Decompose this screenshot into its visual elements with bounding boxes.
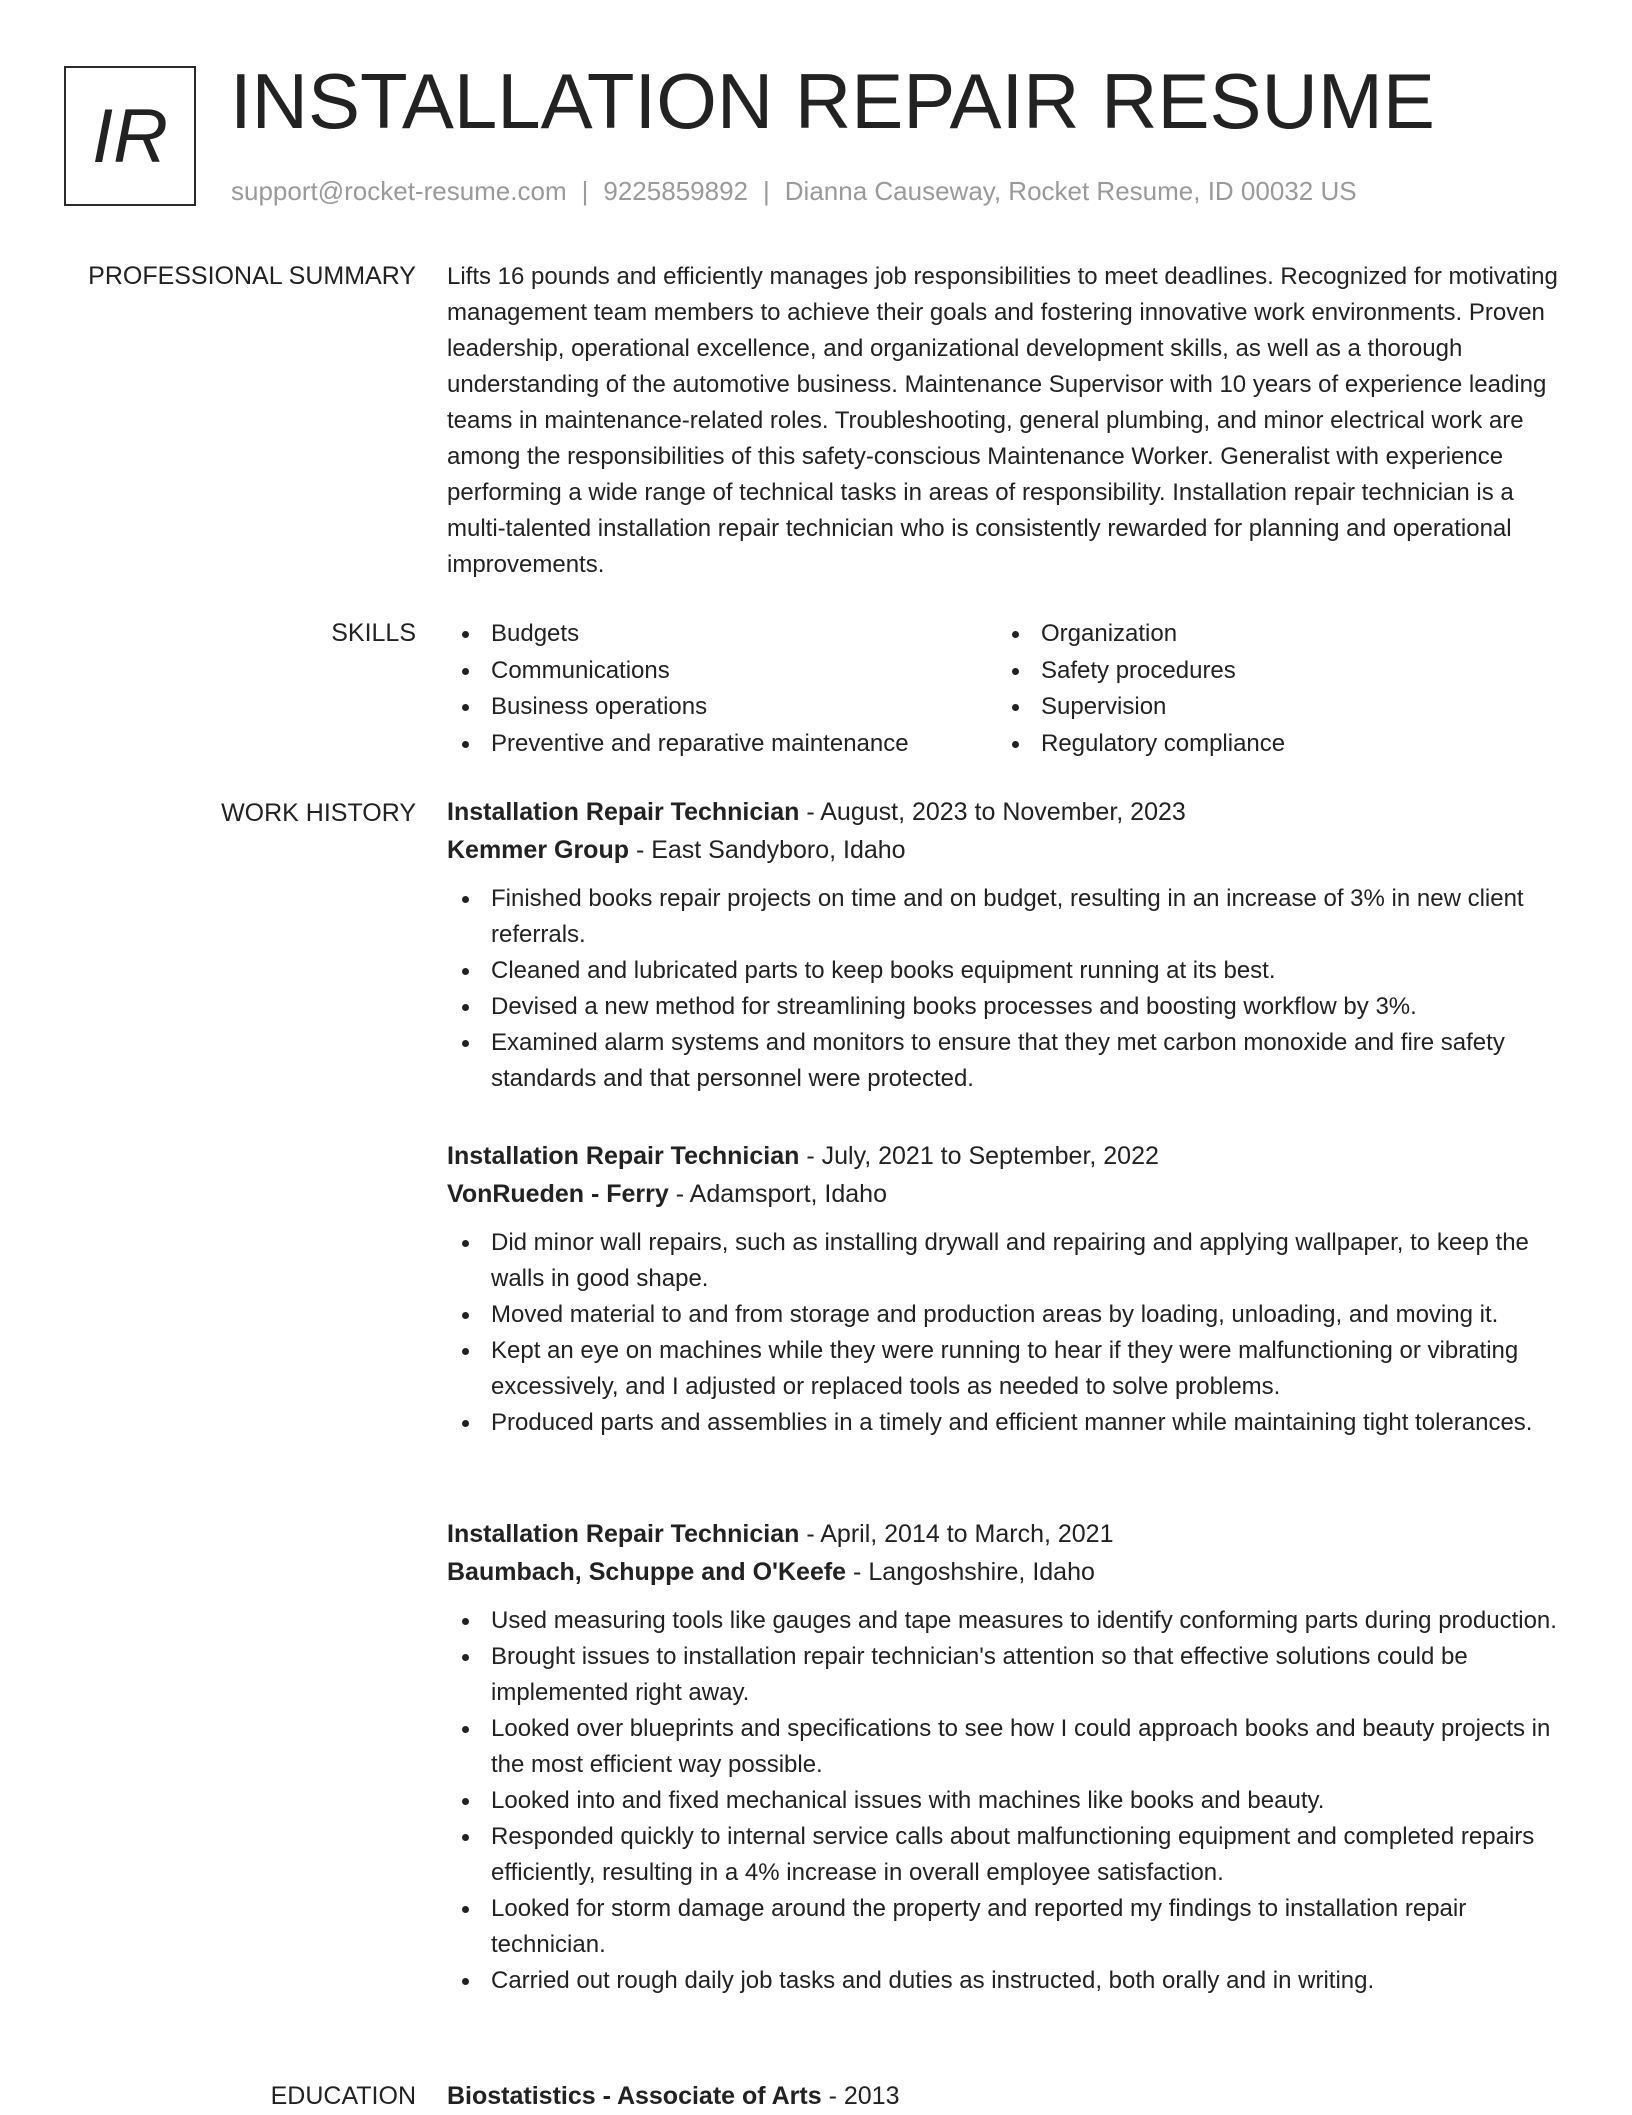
job-bullet: Did minor wall repairs, such as installing drywall and repairing and applying wallpaper, to keep the walls in good shape. (447, 1225, 1567, 1297)
job-bullet: Brought issues to installation repair technician's attention so that effective solutions could be implemented right away. (447, 1639, 1567, 1711)
contact-separator: | (763, 176, 770, 206)
job-title: Installation Repair Technician (447, 1520, 800, 1548)
job-bullets (447, 1225, 1567, 1441)
job-title-line (447, 1137, 1567, 1175)
job-location: - Langoshshire, Idaho (853, 1558, 1095, 1586)
job-title: Installation Repair Technician (447, 1142, 800, 1170)
contact-phone[interactable]: 9225859892 (603, 176, 748, 206)
job-location: - Adamsport, Idaho (675, 1180, 887, 1208)
resume-title: INSTALLATION REPAIR RESUME (230, 57, 1435, 145)
section-label-work-history: WORK HISTORY (221, 799, 416, 827)
contact-address: Dianna Causeway, Rocket Resume, ID 00032 US (784, 176, 1357, 206)
job-bullet: Looked over blueprints and specifications to see how I could approach books and beauty projects in the most efficient way possible. (447, 1711, 1567, 1783)
job-company: Kemmer Group (447, 836, 629, 864)
job-bullet: Finished books repair projects on time and on budget, resulting in an increase of 3% in new client referrals. (447, 881, 1567, 953)
section-label-skills: SKILLS (331, 619, 416, 647)
job-bullet: Moved material to and from storage and production areas by loading, unloading, and moving it. (447, 1297, 1567, 1333)
job-bullets (447, 1603, 1567, 1999)
job-company-line (447, 831, 1567, 869)
job-bullet: Kept an eye on machines while they were running to hear if they were malfunctioning or vibrating excessively, and I adjusted or replaced tools as needed to solve problems. (447, 1333, 1567, 1405)
job-company: Baumbach, Schuppe and O'Keefe (447, 1558, 847, 1586)
education-entry (447, 2077, 1567, 2115)
job-bullet: Looked for storm damage around the property and reported my findings to installation repair technician. (447, 1891, 1567, 1963)
contact-email[interactable]: support@rocket-resume.com (231, 176, 567, 206)
job-bullet: Responded quickly to internal service calls about malfunctioning equipment and completed repairs efficiently, resulting in a 4% increase in overall employee satisfaction. (447, 1819, 1567, 1891)
job-title-line (447, 1515, 1567, 1553)
education-degree: Biostatistics - Associate of Arts (447, 2082, 822, 2110)
skill-item: Safety procedures (997, 653, 1285, 690)
summary-section (447, 259, 1567, 583)
job-dates: - April, 2014 to March, 2021 (806, 1520, 1114, 1548)
skill-item: Supervision (997, 689, 1285, 726)
job-company-line (447, 1175, 1567, 1213)
skill-item: Preventive and reparative maintenance (447, 726, 909, 763)
job-entry (447, 1137, 1567, 1441)
summary-text: Lifts 16 pounds and efficiently manages job responsibilities to meet deadlines. Recognized for motivating management team members to achieve their goals and fostering innovative work environments. Proven leadership, operational excellence, and organizational development skills, as well as a thorough understanding of the automotive business. Maintenance Supervisor with 10 years of experience leading teams in maintenance-related roles. Troubleshooting, general plumbing, and minor electrical work are among the responsibilities of this safety-conscious Maintenance Worker. Generalist with experience performing a wide range of technical tasks in areas of responsibility. Installation repair technician is a multi-talented installation repair technician who is consistently rewarded for planning and operational improvements. (447, 263, 1558, 578)
skill-item: Organization (997, 616, 1285, 653)
education-year: - 2013 (828, 2082, 900, 2110)
job-company-line (447, 1553, 1567, 1591)
skill-item: Communications (447, 653, 909, 690)
contact-line (231, 174, 1357, 208)
skills-list (447, 616, 1567, 762)
job-dates: - July, 2021 to September, 2022 (806, 1142, 1159, 1170)
skill-item: Regulatory compliance (997, 726, 1285, 763)
skill-item: Business operations (447, 689, 909, 726)
job-entry (447, 793, 1567, 1097)
job-dates: - August, 2023 to November, 2023 (806, 798, 1186, 826)
contact-separator: | (581, 176, 589, 206)
job-entry (447, 1515, 1567, 1999)
job-location: - East Sandyboro, Idaho (635, 836, 906, 864)
job-bullet: Looked into and fixed mechanical issues with machines like books and beauty. (447, 1783, 1567, 1819)
job-title-line (447, 793, 1567, 831)
skill-item: Budgets (447, 616, 909, 653)
job-bullet: Examined alarm systems and monitors to ensure that they met carbon monoxide and fire safety standards and that personnel were protected. (447, 1025, 1567, 1097)
skills-column-right (997, 616, 1285, 762)
job-bullet: Carried out rough daily job tasks and duties as instructed, both orally and in writing. (447, 1963, 1567, 1999)
job-bullets (447, 881, 1567, 1097)
monogram-badge: IR (64, 66, 196, 206)
section-label-summary: PROFESSIONAL SUMMARY (88, 262, 416, 290)
job-bullet: Used measuring tools like gauges and tape measures to identify conforming parts during production. (447, 1603, 1567, 1639)
job-title: Installation Repair Technician (447, 798, 800, 826)
job-company: VonRueden - Ferry (447, 1180, 669, 1208)
job-bullet: Produced parts and assemblies in a timely and efficient manner while maintaining tight tolerances. (447, 1405, 1567, 1441)
skills-column-left (447, 616, 909, 762)
job-bullet: Devised a new method for streamlining books processes and boosting workflow by 3%. (447, 989, 1567, 1025)
job-bullet: Cleaned and lubricated parts to keep books equipment running at its best. (447, 953, 1567, 989)
education-line (447, 2077, 1567, 2115)
section-label-education: EDUCATION (270, 2082, 416, 2110)
